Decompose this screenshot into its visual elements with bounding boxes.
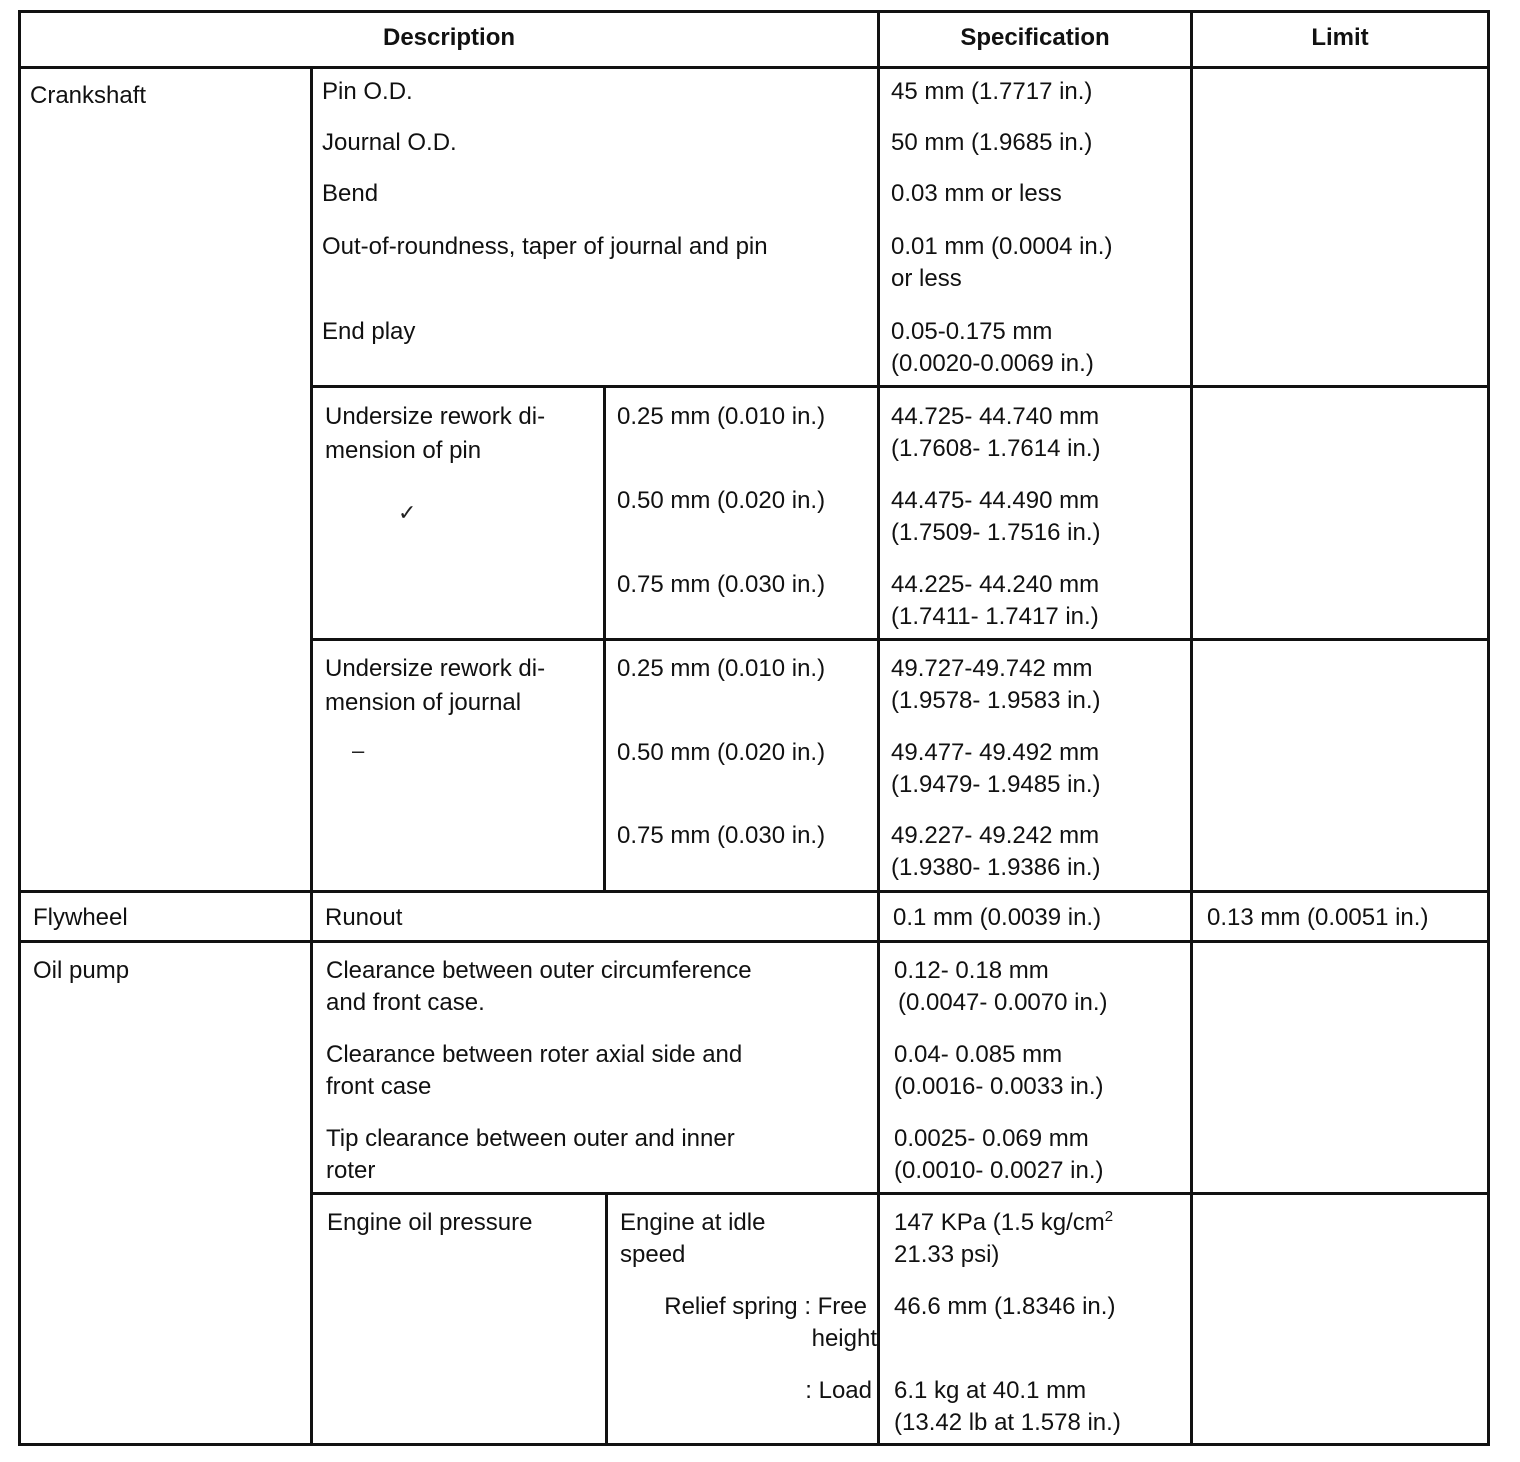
pen-mark-icon: ✓ xyxy=(398,500,417,525)
item-spec: 0.1 mm (0.0039 in.) xyxy=(893,904,1102,931)
item-name: Runout xyxy=(325,904,403,931)
row-divider xyxy=(18,890,1490,893)
item-limit: 0.13 mm (0.0051 in.) xyxy=(1207,904,1429,931)
item-name: Journal O.D. xyxy=(322,129,457,156)
item-spec: (0.0016- 0.0033 in.) xyxy=(894,1073,1104,1100)
item-spec: 0.03 mm or less xyxy=(891,180,1062,207)
idle-spec-text: 147 KPa (1.5 kg/cm xyxy=(894,1209,1105,1236)
idle-spec xyxy=(894,1207,1113,1239)
item-spec: (0.0020-0.0069 in.) xyxy=(891,350,1094,377)
rework-size: 0.25 mm (0.010 in.) xyxy=(617,655,826,682)
oil-pressure-label: Engine oil pressure xyxy=(327,1209,533,1236)
item-name: and front case. xyxy=(326,989,485,1016)
rework-spec: 49.227- 49.242 mm xyxy=(891,822,1100,849)
idle-spec: 21.33 psi) xyxy=(894,1241,1000,1268)
row-divider xyxy=(310,638,1490,641)
item-name: Clearance between outer circumference xyxy=(326,957,752,984)
table-border-left xyxy=(18,10,21,1446)
relief-label: Relief spring : Free xyxy=(664,1293,867,1320)
item-name: Out-of-roundness, taper of journal and pin xyxy=(322,233,768,260)
col-divider xyxy=(605,1192,608,1446)
idle-label: speed xyxy=(620,1241,686,1268)
item-spec: 0.12- 0.18 mm xyxy=(894,957,1049,984)
rework-spec: (1.7509- 1.7516 in.) xyxy=(891,519,1101,546)
item-spec: 0.01 mm (0.0004 in.) xyxy=(891,233,1113,260)
item-name: Bend xyxy=(322,180,379,207)
table-border-bottom xyxy=(18,1443,1490,1446)
section-oil-pump: Oil pump xyxy=(33,957,130,984)
rework-spec: (1.9380- 1.9386 in.) xyxy=(891,854,1101,881)
item-spec: 50 mm (1.9685 in.) xyxy=(891,129,1093,156)
journal-rework-label: mension of journal xyxy=(325,689,522,716)
rework-spec: (1.9578- 1.9583 in.) xyxy=(891,687,1101,714)
header-limit: Limit xyxy=(1311,24,1369,51)
col-divider xyxy=(310,66,313,1446)
header-description: Description xyxy=(382,24,516,51)
item-name: front case xyxy=(326,1073,432,1100)
rework-spec: (1.7411- 1.7417 in.) xyxy=(891,603,1099,630)
relief-label: height xyxy=(811,1325,877,1352)
item-spec: (0.0047- 0.0070 in.) xyxy=(898,989,1108,1016)
col-divider xyxy=(877,10,880,1446)
rework-spec: 49.477- 49.492 mm xyxy=(891,739,1100,766)
col-divider xyxy=(1190,10,1193,1446)
load-spec: 6.1 kg at 40.1 mm xyxy=(894,1377,1087,1404)
pin-rework-label: Undersize rework di- xyxy=(325,403,546,430)
header-divider xyxy=(18,66,1490,69)
idle-spec-superscript: 2 xyxy=(1104,1208,1114,1225)
item-name: Clearance between roter axial side and xyxy=(326,1041,743,1068)
rework-spec: 44.725- 44.740 mm xyxy=(891,403,1100,430)
item-name: roter xyxy=(326,1157,376,1184)
item-spec: (0.0010- 0.0027 in.) xyxy=(894,1157,1104,1184)
row-divider xyxy=(310,1192,1490,1195)
rework-size: 0.50 mm (0.020 in.) xyxy=(617,739,826,766)
table-border-top xyxy=(18,10,1490,13)
item-spec: 0.05-0.175 mm xyxy=(891,318,1053,345)
section-flywheel: Flywheel xyxy=(33,904,128,931)
header-specification: Specification xyxy=(960,24,1110,51)
table-border-right xyxy=(1487,10,1490,1446)
rework-size: 0.75 mm (0.030 in.) xyxy=(617,822,826,849)
item-name: Tip clearance between outer and inner xyxy=(326,1125,735,1152)
rework-spec: (1.9479- 1.9485 in.) xyxy=(891,771,1101,798)
rework-spec: 44.225- 44.240 mm xyxy=(891,571,1100,598)
rework-spec: (1.7608- 1.7614 in.) xyxy=(891,435,1101,462)
section-crankshaft: Crankshaft xyxy=(30,82,147,109)
relief-spec: 46.6 mm (1.8346 in.) xyxy=(894,1293,1116,1320)
item-spec: 0.04- 0.085 mm xyxy=(894,1041,1063,1068)
rework-size: 0.75 mm (0.030 in.) xyxy=(617,571,826,598)
load-label: : Load xyxy=(805,1377,872,1404)
item-spec: or less xyxy=(891,265,962,292)
idle-label: Engine at idle xyxy=(620,1209,766,1236)
row-divider xyxy=(18,940,1490,943)
item-name: End play xyxy=(322,318,416,345)
item-spec: 45 mm (1.7717 in.) xyxy=(891,78,1093,105)
pin-rework-label: mension of pin xyxy=(325,437,482,464)
journal-rework-label: Undersize rework di- xyxy=(325,655,546,682)
rework-size: 0.50 mm (0.020 in.) xyxy=(617,487,826,514)
item-name: Pin O.D. xyxy=(322,78,413,105)
row-divider xyxy=(310,385,1490,388)
col-divider xyxy=(603,385,606,893)
rework-size: 0.25 mm (0.010 in.) xyxy=(617,403,826,430)
pen-mark-icon: – xyxy=(352,738,365,763)
rework-spec: 49.727-49.742 mm xyxy=(891,655,1093,682)
load-spec: (13.42 lb at 1.578 in.) xyxy=(894,1409,1121,1436)
item-spec: 0.0025- 0.069 mm xyxy=(894,1125,1089,1152)
rework-spec: 44.475- 44.490 mm xyxy=(891,487,1100,514)
